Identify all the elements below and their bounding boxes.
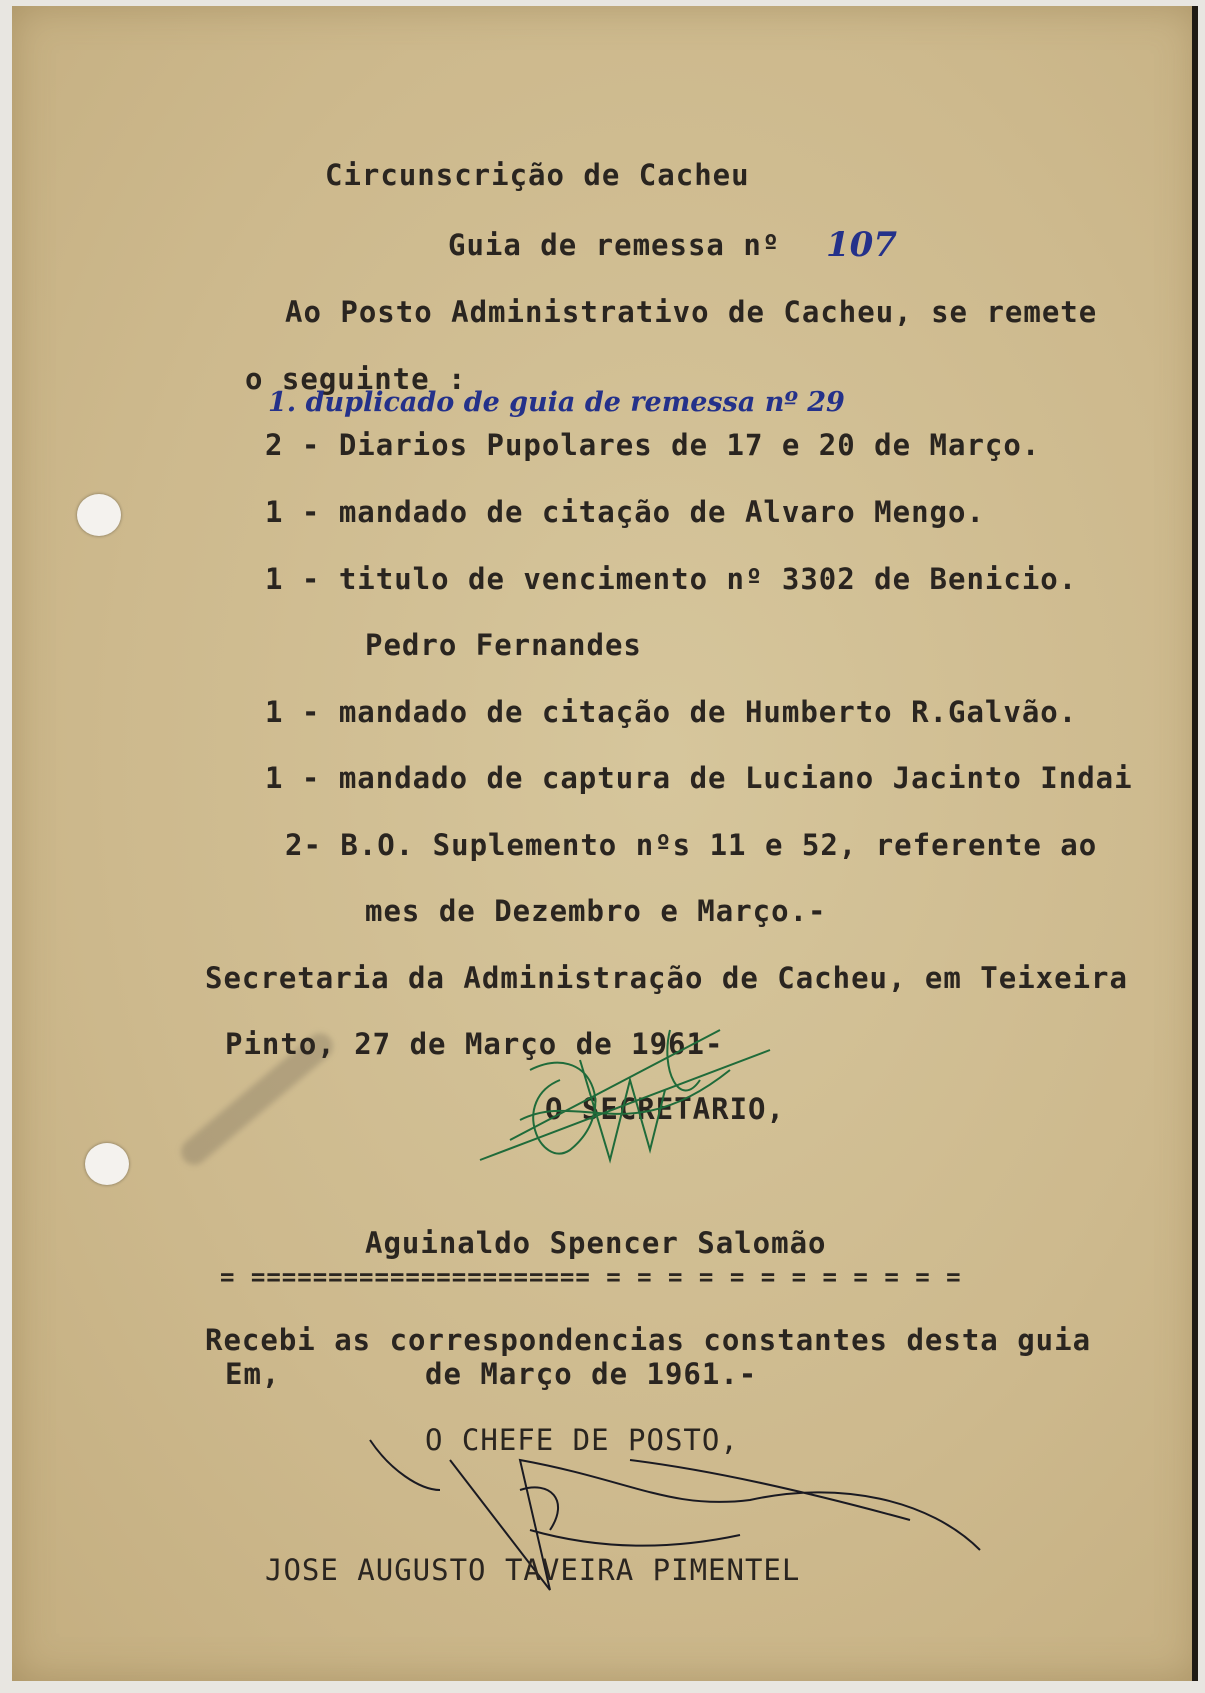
secretary-title: O SECRETARIO,: [545, 1092, 785, 1126]
item-line-7: 2- B.O. Suplemento nºs 11 e 52, referente ao: [285, 828, 1098, 862]
paper-edge: [1192, 6, 1198, 1681]
closing-line-1: Secretaria da Administração de Cacheu, em Teixeira: [205, 961, 1128, 995]
guia-label: Guia de remessa nº: [448, 228, 781, 262]
receipt-line-1: Recebi as correspondencias constantes desta guia: [205, 1323, 1092, 1357]
item-line-6: 1 - mandado de captura de Luciano Jacinto Indai: [265, 761, 1133, 795]
intro-line-1: Ao Posto Administrativo de Cacheu, se remete: [285, 295, 1098, 329]
chief-name: JOSE AUGUSTO TAVEIRA PIMENTEL: [265, 1553, 801, 1587]
separator-line: = ====================== = = = = = = = = = = = =: [220, 1263, 962, 1291]
receipt-date: de Março de 1961.-: [425, 1357, 758, 1391]
guia-number: 107: [826, 225, 897, 265]
secretary-name: Aguinaldo Spencer Salomão: [365, 1226, 827, 1260]
item-line-4: Pedro Fernandes: [365, 628, 642, 662]
circunscricao-heading: Circunscrição de Cacheu: [325, 158, 750, 192]
secretary-signature: [470, 1010, 800, 1170]
item-line-5: 1 - mandado de citação de Humberto R.Galvão.: [265, 695, 1078, 729]
closing-line-2: Pinto, 27 de Março de 1961-: [225, 1027, 724, 1061]
punch-hole-bottom: [85, 1143, 129, 1185]
receipt-em-label: Em,: [225, 1357, 281, 1391]
item-line-3: 1 - titulo de vencimento nº 3302 de Benicio.: [265, 562, 1078, 596]
item-line-8: mes de Dezembro e Março.-: [365, 894, 827, 928]
item-line-1: 2 - Diarios Pupolares de 17 e 20 de Março.: [265, 428, 1041, 462]
punch-hole-top: [77, 494, 121, 536]
item-line-2: 1 - mandado de citação de Alvaro Mengo.: [265, 495, 985, 529]
chief-title: O CHEFE DE POSTO,: [425, 1423, 739, 1457]
intro-line-2: o seguinte :: [245, 362, 467, 396]
handwritten-item: 1. duplicado de guia de remessa nº 29: [268, 387, 845, 418]
